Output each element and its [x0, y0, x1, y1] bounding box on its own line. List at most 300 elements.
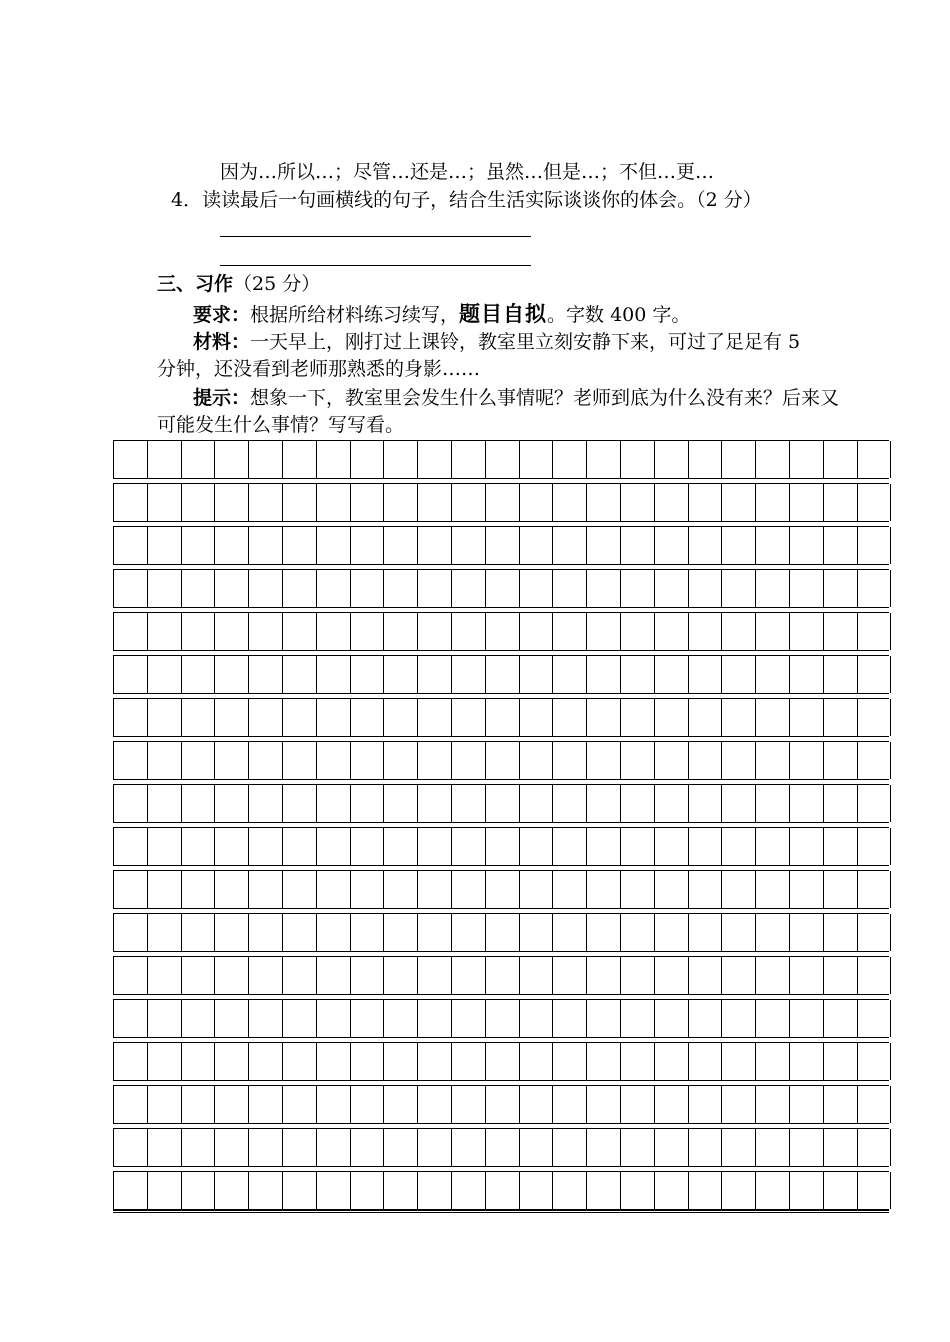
- grid-cell[interactable]: [418, 1172, 452, 1209]
- grid-cell[interactable]: [114, 484, 148, 521]
- grid-cell[interactable]: [384, 1000, 418, 1037]
- grid-cell[interactable]: [756, 828, 790, 865]
- grid-cell[interactable]: [384, 441, 418, 478]
- grid-cell[interactable]: [182, 1043, 216, 1080]
- grid-cell[interactable]: [249, 656, 283, 693]
- grid-cell[interactable]: [384, 785, 418, 822]
- grid-cell[interactable]: [114, 785, 148, 822]
- grid-cell[interactable]: [858, 570, 892, 607]
- grid-cell[interactable]: [587, 871, 621, 908]
- grid-cell[interactable]: [858, 957, 892, 994]
- grid-cell[interactable]: [317, 656, 351, 693]
- grid-cell[interactable]: [283, 441, 317, 478]
- grid-cell[interactable]: [553, 871, 587, 908]
- grid-cell[interactable]: [587, 828, 621, 865]
- grid-cell[interactable]: [249, 1172, 283, 1209]
- grid-cell[interactable]: [790, 441, 824, 478]
- grid-cell[interactable]: [520, 441, 554, 478]
- grid-cell[interactable]: [689, 570, 723, 607]
- grid-cell[interactable]: [689, 1086, 723, 1123]
- grid-cell[interactable]: [756, 656, 790, 693]
- grid-cell[interactable]: [215, 914, 249, 951]
- grid-cell[interactable]: [722, 613, 756, 650]
- grid-cell[interactable]: [824, 527, 858, 564]
- grid-cell[interactable]: [114, 1043, 148, 1080]
- grid-cell[interactable]: [283, 484, 317, 521]
- grid-cell[interactable]: [756, 1000, 790, 1037]
- grid-cell[interactable]: [452, 613, 486, 650]
- grid-cell[interactable]: [384, 957, 418, 994]
- grid-cell[interactable]: [249, 871, 283, 908]
- grid-cell[interactable]: [317, 1043, 351, 1080]
- grid-cell[interactable]: [182, 656, 216, 693]
- grid-cell[interactable]: [452, 957, 486, 994]
- grid-cell[interactable]: [486, 1043, 520, 1080]
- grid-cell[interactable]: [790, 613, 824, 650]
- grid-cell[interactable]: [621, 914, 655, 951]
- grid-cell[interactable]: [587, 957, 621, 994]
- grid-cell[interactable]: [215, 527, 249, 564]
- grid-cell[interactable]: [215, 613, 249, 650]
- grid-cell[interactable]: [351, 699, 385, 736]
- grid-cell[interactable]: [384, 1129, 418, 1166]
- grid-cell[interactable]: [283, 656, 317, 693]
- grid-cell[interactable]: [283, 871, 317, 908]
- grid-cell[interactable]: [249, 484, 283, 521]
- grid-cell[interactable]: [114, 613, 148, 650]
- grid-cell[interactable]: [418, 570, 452, 607]
- grid-cell[interactable]: [824, 1086, 858, 1123]
- grid-cell[interactable]: [182, 484, 216, 521]
- grid-cell[interactable]: [249, 785, 283, 822]
- grid-cell[interactable]: [520, 1172, 554, 1209]
- grid-cell[interactable]: [148, 656, 182, 693]
- grid-cell[interactable]: [689, 699, 723, 736]
- grid-cell[interactable]: [215, 1043, 249, 1080]
- grid-cell[interactable]: [148, 828, 182, 865]
- grid-cell[interactable]: [182, 441, 216, 478]
- grid-cell[interactable]: [418, 914, 452, 951]
- grid-cell[interactable]: [452, 828, 486, 865]
- grid-cell[interactable]: [418, 1086, 452, 1123]
- grid-cell[interactable]: [722, 1129, 756, 1166]
- grid-cell[interactable]: [486, 699, 520, 736]
- grid-cell[interactable]: [148, 527, 182, 564]
- grid-cell[interactable]: [722, 1043, 756, 1080]
- grid-cell[interactable]: [655, 656, 689, 693]
- grid-cell[interactable]: [283, 914, 317, 951]
- grid-cell[interactable]: [215, 1086, 249, 1123]
- grid-cell[interactable]: [317, 1172, 351, 1209]
- grid-cell[interactable]: [418, 1129, 452, 1166]
- grid-cell[interactable]: [824, 484, 858, 521]
- grid-cell[interactable]: [317, 742, 351, 779]
- grid-cell[interactable]: [486, 914, 520, 951]
- grid-cell[interactable]: [182, 957, 216, 994]
- grid-cell[interactable]: [756, 957, 790, 994]
- grid-cell[interactable]: [317, 613, 351, 650]
- grid-cell[interactable]: [689, 656, 723, 693]
- grid-cell[interactable]: [824, 957, 858, 994]
- grid-cell[interactable]: [553, 828, 587, 865]
- grid-cell[interactable]: [655, 570, 689, 607]
- grid-cell[interactable]: [351, 1000, 385, 1037]
- grid-cell[interactable]: [452, 1086, 486, 1123]
- grid-cell[interactable]: [824, 613, 858, 650]
- grid-cell[interactable]: [148, 1043, 182, 1080]
- grid-cell[interactable]: [824, 656, 858, 693]
- grid-cell[interactable]: [722, 1000, 756, 1037]
- grid-cell[interactable]: [384, 914, 418, 951]
- grid-cell[interactable]: [722, 785, 756, 822]
- grid-cell[interactable]: [722, 699, 756, 736]
- grid-cell[interactable]: [249, 1129, 283, 1166]
- grid-cell[interactable]: [148, 1172, 182, 1209]
- grid-cell[interactable]: [249, 613, 283, 650]
- grid-cell[interactable]: [148, 441, 182, 478]
- grid-cell[interactable]: [283, 1086, 317, 1123]
- grid-cell[interactable]: [858, 441, 892, 478]
- grid-cell[interactable]: [249, 1043, 283, 1080]
- grid-cell[interactable]: [790, 1086, 824, 1123]
- grid-cell[interactable]: [520, 785, 554, 822]
- grid-cell[interactable]: [148, 957, 182, 994]
- grid-cell[interactable]: [317, 441, 351, 478]
- grid-cell[interactable]: [621, 957, 655, 994]
- grid-cell[interactable]: [182, 527, 216, 564]
- grid-cell[interactable]: [756, 441, 790, 478]
- grid-cell[interactable]: [384, 1043, 418, 1080]
- grid-cell[interactable]: [452, 1129, 486, 1166]
- grid-cell[interactable]: [858, 1129, 892, 1166]
- grid-cell[interactable]: [621, 1129, 655, 1166]
- grid-cell[interactable]: [520, 914, 554, 951]
- grid-cell[interactable]: [587, 914, 621, 951]
- grid-cell[interactable]: [215, 484, 249, 521]
- grid-cell[interactable]: [418, 1043, 452, 1080]
- grid-cell[interactable]: [283, 742, 317, 779]
- grid-cell[interactable]: [858, 1172, 892, 1209]
- grid-cell[interactable]: [114, 957, 148, 994]
- grid-cell[interactable]: [790, 484, 824, 521]
- grid-cell[interactable]: [858, 828, 892, 865]
- grid-cell[interactable]: [283, 1129, 317, 1166]
- grid-cell[interactable]: [621, 441, 655, 478]
- grid-cell[interactable]: [621, 613, 655, 650]
- grid-cell[interactable]: [351, 1172, 385, 1209]
- grid-cell[interactable]: [689, 1043, 723, 1080]
- grid-cell[interactable]: [486, 613, 520, 650]
- grid-cell[interactable]: [283, 1000, 317, 1037]
- grid-cell[interactable]: [790, 1043, 824, 1080]
- grid-cell[interactable]: [722, 828, 756, 865]
- grid-cell[interactable]: [351, 871, 385, 908]
- grid-cell[interactable]: [587, 1043, 621, 1080]
- grid-cell[interactable]: [689, 1000, 723, 1037]
- grid-cell[interactable]: [756, 1086, 790, 1123]
- grid-cell[interactable]: [418, 828, 452, 865]
- grid-cell[interactable]: [182, 1129, 216, 1166]
- grid-cell[interactable]: [452, 785, 486, 822]
- grid-cell[interactable]: [452, 742, 486, 779]
- grid-cell[interactable]: [249, 742, 283, 779]
- grid-cell[interactable]: [418, 441, 452, 478]
- grid-cell[interactable]: [215, 785, 249, 822]
- grid-cell[interactable]: [858, 742, 892, 779]
- grid-cell[interactable]: [520, 828, 554, 865]
- grid-cell[interactable]: [858, 484, 892, 521]
- grid-cell[interactable]: [452, 914, 486, 951]
- grid-cell[interactable]: [249, 1000, 283, 1037]
- answer-line-2[interactable]: [220, 265, 531, 266]
- grid-cell[interactable]: [351, 1043, 385, 1080]
- grid-cell[interactable]: [655, 441, 689, 478]
- grid-cell[interactable]: [114, 871, 148, 908]
- grid-cell[interactable]: [587, 656, 621, 693]
- grid-cell[interactable]: [148, 914, 182, 951]
- grid-cell[interactable]: [249, 570, 283, 607]
- grid-cell[interactable]: [756, 871, 790, 908]
- grid-cell[interactable]: [384, 484, 418, 521]
- grid-cell[interactable]: [351, 484, 385, 521]
- grid-cell[interactable]: [756, 1129, 790, 1166]
- grid-cell[interactable]: [215, 656, 249, 693]
- grid-cell[interactable]: [182, 570, 216, 607]
- grid-cell[interactable]: [790, 656, 824, 693]
- grid-cell[interactable]: [317, 1086, 351, 1123]
- grid-cell[interactable]: [452, 1043, 486, 1080]
- grid-cell[interactable]: [182, 871, 216, 908]
- grid-cell[interactable]: [655, 484, 689, 521]
- answer-line-1[interactable]: [220, 236, 531, 237]
- grid-cell[interactable]: [317, 914, 351, 951]
- grid-cell[interactable]: [621, 484, 655, 521]
- grid-cell[interactable]: [655, 828, 689, 865]
- grid-cell[interactable]: [621, 527, 655, 564]
- grid-cell[interactable]: [215, 957, 249, 994]
- grid-cell[interactable]: [384, 699, 418, 736]
- grid-cell[interactable]: [655, 1172, 689, 1209]
- grid-cell[interactable]: [114, 1000, 148, 1037]
- grid-cell[interactable]: [486, 1172, 520, 1209]
- grid-cell[interactable]: [317, 570, 351, 607]
- grid-cell[interactable]: [587, 570, 621, 607]
- grid-cell[interactable]: [587, 1129, 621, 1166]
- grid-cell[interactable]: [722, 957, 756, 994]
- grid-cell[interactable]: [148, 613, 182, 650]
- grid-cell[interactable]: [351, 957, 385, 994]
- grid-cell[interactable]: [790, 828, 824, 865]
- grid-cell[interactable]: [317, 484, 351, 521]
- grid-cell[interactable]: [689, 613, 723, 650]
- grid-cell[interactable]: [486, 785, 520, 822]
- grid-cell[interactable]: [520, 957, 554, 994]
- grid-cell[interactable]: [418, 484, 452, 521]
- grid-cell[interactable]: [384, 742, 418, 779]
- grid-cell[interactable]: [215, 742, 249, 779]
- grid-cell[interactable]: [148, 1086, 182, 1123]
- grid-cell[interactable]: [756, 613, 790, 650]
- grid-cell[interactable]: [587, 484, 621, 521]
- grid-cell[interactable]: [520, 484, 554, 521]
- grid-cell[interactable]: [553, 613, 587, 650]
- grid-cell[interactable]: [452, 527, 486, 564]
- grid-cell[interactable]: [756, 527, 790, 564]
- grid-cell[interactable]: [689, 441, 723, 478]
- grid-cell[interactable]: [587, 527, 621, 564]
- grid-cell[interactable]: [689, 527, 723, 564]
- grid-cell[interactable]: [182, 613, 216, 650]
- grid-cell[interactable]: [553, 1043, 587, 1080]
- grid-cell[interactable]: [114, 742, 148, 779]
- grid-cell[interactable]: [283, 828, 317, 865]
- grid-cell[interactable]: [351, 1129, 385, 1166]
- grid-cell[interactable]: [553, 1086, 587, 1123]
- grid-cell[interactable]: [486, 441, 520, 478]
- grid-cell[interactable]: [418, 656, 452, 693]
- grid-cell[interactable]: [486, 484, 520, 521]
- grid-cell[interactable]: [722, 871, 756, 908]
- grid-cell[interactable]: [351, 785, 385, 822]
- grid-cell[interactable]: [824, 785, 858, 822]
- grid-cell[interactable]: [317, 1129, 351, 1166]
- grid-cell[interactable]: [486, 656, 520, 693]
- grid-cell[interactable]: [351, 914, 385, 951]
- grid-cell[interactable]: [351, 1086, 385, 1123]
- grid-cell[interactable]: [215, 570, 249, 607]
- grid-cell[interactable]: [858, 613, 892, 650]
- grid-cell[interactable]: [215, 871, 249, 908]
- grid-cell[interactable]: [317, 527, 351, 564]
- grid-cell[interactable]: [553, 570, 587, 607]
- grid-cell[interactable]: [114, 1172, 148, 1209]
- grid-cell[interactable]: [452, 699, 486, 736]
- grid-cell[interactable]: [722, 742, 756, 779]
- grid-cell[interactable]: [182, 1086, 216, 1123]
- grid-cell[interactable]: [621, 871, 655, 908]
- grid-cell[interactable]: [520, 742, 554, 779]
- grid-cell[interactable]: [722, 656, 756, 693]
- grid-cell[interactable]: [587, 1172, 621, 1209]
- grid-cell[interactable]: [351, 613, 385, 650]
- grid-cell[interactable]: [283, 527, 317, 564]
- grid-cell[interactable]: [689, 914, 723, 951]
- grid-cell[interactable]: [858, 914, 892, 951]
- grid-cell[interactable]: [722, 441, 756, 478]
- grid-cell[interactable]: [384, 570, 418, 607]
- grid-cell[interactable]: [114, 570, 148, 607]
- grid-cell[interactable]: [148, 742, 182, 779]
- grid-cell[interactable]: [283, 957, 317, 994]
- grid-cell[interactable]: [655, 1000, 689, 1037]
- grid-cell[interactable]: [553, 785, 587, 822]
- grid-cell[interactable]: [182, 1172, 216, 1209]
- grid-cell[interactable]: [689, 785, 723, 822]
- grid-cell[interactable]: [182, 785, 216, 822]
- grid-cell[interactable]: [520, 871, 554, 908]
- grid-cell[interactable]: [283, 613, 317, 650]
- grid-cell[interactable]: [520, 527, 554, 564]
- grid-cell[interactable]: [553, 1129, 587, 1166]
- grid-cell[interactable]: [587, 742, 621, 779]
- grid-cell[interactable]: [215, 1172, 249, 1209]
- grid-cell[interactable]: [249, 699, 283, 736]
- grid-cell[interactable]: [520, 1043, 554, 1080]
- grid-cell[interactable]: [418, 699, 452, 736]
- grid-cell[interactable]: [824, 1043, 858, 1080]
- grid-cell[interactable]: [756, 1043, 790, 1080]
- grid-cell[interactable]: [553, 699, 587, 736]
- grid-cell[interactable]: [148, 570, 182, 607]
- grid-cell[interactable]: [215, 828, 249, 865]
- grid-cell[interactable]: [114, 914, 148, 951]
- grid-cell[interactable]: [858, 1086, 892, 1123]
- grid-cell[interactable]: [621, 570, 655, 607]
- grid-cell[interactable]: [452, 570, 486, 607]
- grid-cell[interactable]: [722, 570, 756, 607]
- grid-cell[interactable]: [824, 441, 858, 478]
- grid-cell[interactable]: [756, 742, 790, 779]
- grid-cell[interactable]: [182, 1000, 216, 1037]
- grid-cell[interactable]: [418, 613, 452, 650]
- grid-cell[interactable]: [824, 699, 858, 736]
- grid-cell[interactable]: [587, 441, 621, 478]
- grid-cell[interactable]: [621, 699, 655, 736]
- grid-cell[interactable]: [756, 785, 790, 822]
- grid-cell[interactable]: [689, 1172, 723, 1209]
- grid-cell[interactable]: [418, 1000, 452, 1037]
- grid-cell[interactable]: [655, 527, 689, 564]
- grid-cell[interactable]: [249, 957, 283, 994]
- grid-cell[interactable]: [655, 1129, 689, 1166]
- grid-cell[interactable]: [621, 1172, 655, 1209]
- grid-cell[interactable]: [520, 699, 554, 736]
- grid-cell[interactable]: [655, 699, 689, 736]
- grid-cell[interactable]: [655, 613, 689, 650]
- grid-cell[interactable]: [283, 1043, 317, 1080]
- grid-cell[interactable]: [114, 1129, 148, 1166]
- grid-cell[interactable]: [351, 527, 385, 564]
- grid-cell[interactable]: [655, 1043, 689, 1080]
- grid-cell[interactable]: [621, 742, 655, 779]
- grid-cell[interactable]: [858, 1000, 892, 1037]
- grid-cell[interactable]: [486, 1000, 520, 1037]
- grid-cell[interactable]: [418, 871, 452, 908]
- grid-cell[interactable]: [283, 699, 317, 736]
- grid-cell[interactable]: [182, 699, 216, 736]
- grid-cell[interactable]: [858, 527, 892, 564]
- grid-cell[interactable]: [790, 1129, 824, 1166]
- grid-cell[interactable]: [452, 871, 486, 908]
- grid-cell[interactable]: [790, 742, 824, 779]
- grid-cell[interactable]: [790, 527, 824, 564]
- grid-cell[interactable]: [587, 1086, 621, 1123]
- grid-cell[interactable]: [722, 914, 756, 951]
- grid-cell[interactable]: [858, 656, 892, 693]
- grid-cell[interactable]: [215, 699, 249, 736]
- grid-cell[interactable]: [655, 871, 689, 908]
- grid-cell[interactable]: [621, 785, 655, 822]
- grid-cell[interactable]: [722, 527, 756, 564]
- grid-cell[interactable]: [553, 484, 587, 521]
- grid-cell[interactable]: [148, 871, 182, 908]
- grid-cell[interactable]: [621, 1000, 655, 1037]
- grid-cell[interactable]: [384, 871, 418, 908]
- grid-cell[interactable]: [520, 613, 554, 650]
- grid-cell[interactable]: [655, 1086, 689, 1123]
- grid-cell[interactable]: [351, 570, 385, 607]
- grid-cell[interactable]: [722, 1172, 756, 1209]
